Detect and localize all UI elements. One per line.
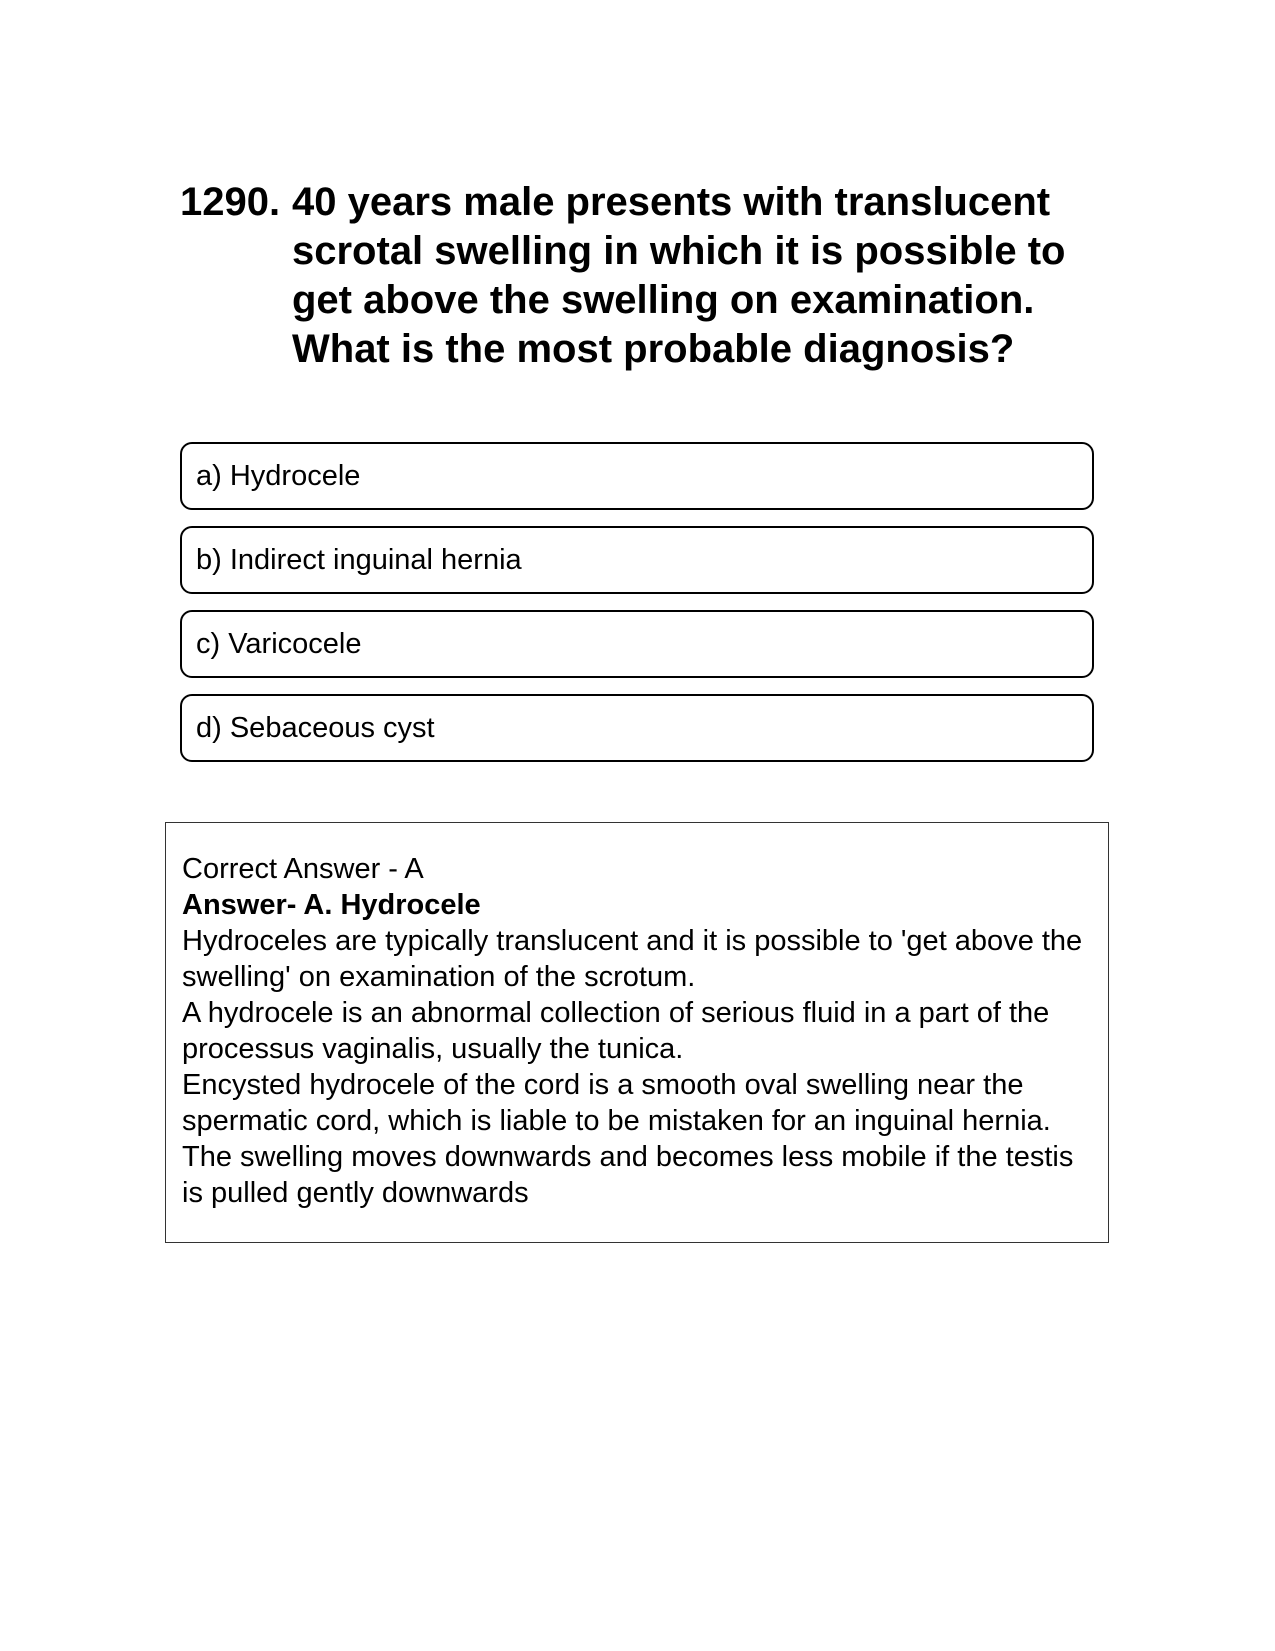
explanation-paragraph: Hydroceles are typically translucent and it is possible to 'get above the swelling' on examination of the scrotum. bbox=[182, 925, 1083, 993]
correct-answer-line: Correct Answer - A bbox=[182, 853, 424, 885]
options-list bbox=[180, 442, 1094, 778]
option-c-label: c) Varicocele bbox=[196, 627, 362, 660]
option-b-label: b) Indirect inguinal hernia bbox=[196, 543, 522, 576]
question-text: 40 years male presents with translucent scrotal swelling in which it is possible to get above the swelling on examination. What is the most probable diagnosis? bbox=[292, 180, 1066, 371]
question-number: 1290. bbox=[180, 180, 281, 224]
option-b[interactable] bbox=[180, 526, 1094, 594]
answer-heading: Answer- A. Hydrocele bbox=[182, 889, 481, 921]
answer-explanation-box bbox=[165, 822, 1109, 1243]
option-c[interactable] bbox=[180, 610, 1094, 678]
explanation-paragraph: The swelling moves downwards and becomes less mobile if the testis is pulled gently downwards bbox=[182, 1141, 1074, 1209]
question bbox=[180, 178, 1100, 374]
option-d-label: d) Sebaceous cyst bbox=[196, 711, 435, 744]
option-a-label: a) Hydrocele bbox=[196, 459, 361, 492]
explanation-paragraph: A hydrocele is an abnormal collection of serious fluid in a part of the processus vaginalis, usually the tunica. bbox=[182, 997, 1050, 1065]
explanation-paragraph: Encysted hydrocele of the cord is a smooth oval swelling near the spermatic cord, which is liable to be mistaken for an inguinal hernia. bbox=[182, 1069, 1051, 1137]
option-d[interactable] bbox=[180, 694, 1094, 762]
option-a[interactable] bbox=[180, 442, 1094, 510]
